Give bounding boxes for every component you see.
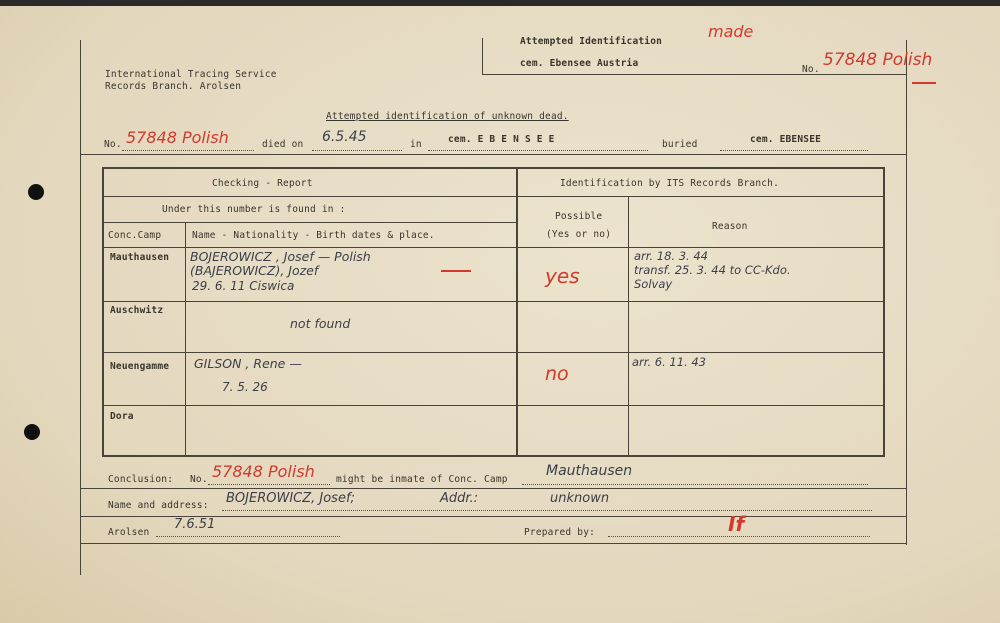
record-buried-label: buried <box>662 139 698 150</box>
row1-name-line2: (BAJEROWICZ), Jozef <box>190 263 319 278</box>
table-rule-3 <box>102 247 885 248</box>
conclusion-inmate-text: might be inmate of Conc. Camp <box>336 474 508 485</box>
record-in-label: in <box>410 139 422 150</box>
found-in-header: Under this number is found in : <box>162 204 346 215</box>
arolsen-label: Arolsen <box>108 527 150 538</box>
prepared-by-dots <box>608 536 870 537</box>
header-box-bottom <box>482 74 906 75</box>
record-died-label: died on <box>262 139 304 150</box>
table-rule-2 <box>102 222 516 223</box>
identification-header: Identification by ITS Records Branch. <box>560 178 780 189</box>
checking-report-header: Checking - Report <box>212 178 313 189</box>
conclusion-label: Conclusion: <box>108 474 174 485</box>
form-subtitle: Attempted identification of unknown dead. <box>326 111 569 122</box>
conclusion-camp-value: Mauthausen <box>546 463 633 479</box>
header-made-note: made <box>708 22 754 41</box>
conclusion-camp-dots <box>522 484 868 485</box>
name-address-label: Name and address: <box>108 500 209 511</box>
name-address-dots <box>222 510 872 511</box>
table-rule-4 <box>102 301 885 302</box>
footer-bottom-rule <box>80 543 906 544</box>
table-divider-camp <box>185 222 186 457</box>
record-no-dots <box>122 150 254 151</box>
card-top-edge <box>0 0 1000 6</box>
conclusion-rule <box>80 488 906 489</box>
record-died-dots <box>312 150 402 151</box>
right-margin-line <box>906 40 907 545</box>
row-camp-neuengamme: Neuengamme <box>110 361 170 372</box>
org-line-1: International Tracing Service <box>105 69 277 80</box>
arolsen-date: 7.6.51 <box>174 517 216 532</box>
record-no-value: 57848 Polish <box>126 128 229 147</box>
row2-name-line1: not found <box>290 316 351 331</box>
addr-value: unknown <box>550 491 610 506</box>
org-line-2: Records Branch. Arolsen <box>105 81 242 92</box>
header-no-underline <box>912 82 936 84</box>
row3-name-line1: GILSON , Rene — <box>194 356 302 371</box>
prepared-by-initials: If <box>728 512 745 536</box>
left-margin-line <box>80 40 81 575</box>
row1-possible: yes <box>545 264 580 288</box>
col-header-camp: Conc.Camp <box>108 230 162 241</box>
table-divider-main <box>516 167 518 457</box>
record-buried-value: cem. EBENSEE <box>750 134 822 145</box>
header-box-left <box>482 38 483 74</box>
row1-name-line3: 29. 6. 11 Ciswica <box>192 279 295 293</box>
arolsen-dots <box>156 536 340 537</box>
conclusion-no-value: 57848 Polish <box>212 462 315 481</box>
table-rule-1 <box>102 196 885 197</box>
row3-possible: no <box>545 363 569 385</box>
header-no-value: 57848 Polish <box>823 50 933 70</box>
record-in-dots <box>428 150 648 151</box>
col-header-reason: Reason <box>712 221 748 232</box>
conclusion-no-dots <box>208 484 330 485</box>
name-address-value: BOJEROWICZ, Josef; <box>226 491 355 506</box>
row1-reason-line2: transf. 25. 3. 44 to CC-Kdo. <box>634 263 791 277</box>
table-rule-6 <box>102 405 885 406</box>
punch-hole-bottom <box>24 424 40 440</box>
record-buried-dots <box>720 150 868 151</box>
header-cemetery-line: cem. Ebensee Austria <box>520 58 639 69</box>
record-no-label: No. <box>104 139 122 150</box>
header-box-title: Attempted Identification <box>520 36 663 47</box>
row3-name-line2: 7. 5. 26 <box>222 380 268 394</box>
table-rule-5 <box>102 352 885 353</box>
row3-reason-line1: arr. 6. 11. 43 <box>632 355 706 369</box>
row1-name-line1: BOJEROWICZ , Josef — Polish <box>190 249 371 264</box>
punch-hole-top <box>28 184 44 200</box>
row1-reason-line1: arr. 18. 3. 44 <box>634 249 708 263</box>
row-camp-mauthausen: Mauthausen <box>110 252 170 263</box>
row1-polish-underline <box>441 270 471 272</box>
col-header-possible-sub: (Yes or no) <box>546 229 612 240</box>
col-header-possible: Possible <box>555 211 603 222</box>
prepared-by-label: Prepared by: <box>524 527 596 538</box>
addr-label: Addr.: <box>440 491 479 506</box>
col-header-name: Name - Nationality - Birth dates & place. <box>192 230 435 241</box>
record-rule <box>80 154 906 155</box>
row-camp-auschwitz: Auschwitz <box>110 305 164 316</box>
header-no-label: No. <box>802 64 820 75</box>
record-died-value: 6.5.45 <box>322 129 367 145</box>
conclusion-no-label: No. <box>190 474 208 485</box>
table-divider-reason <box>628 196 629 457</box>
row-camp-dora: Dora <box>110 411 134 422</box>
record-in-value: cem. E B E N S E E <box>448 134 555 145</box>
row1-reason-line3: Solvay <box>634 277 673 291</box>
